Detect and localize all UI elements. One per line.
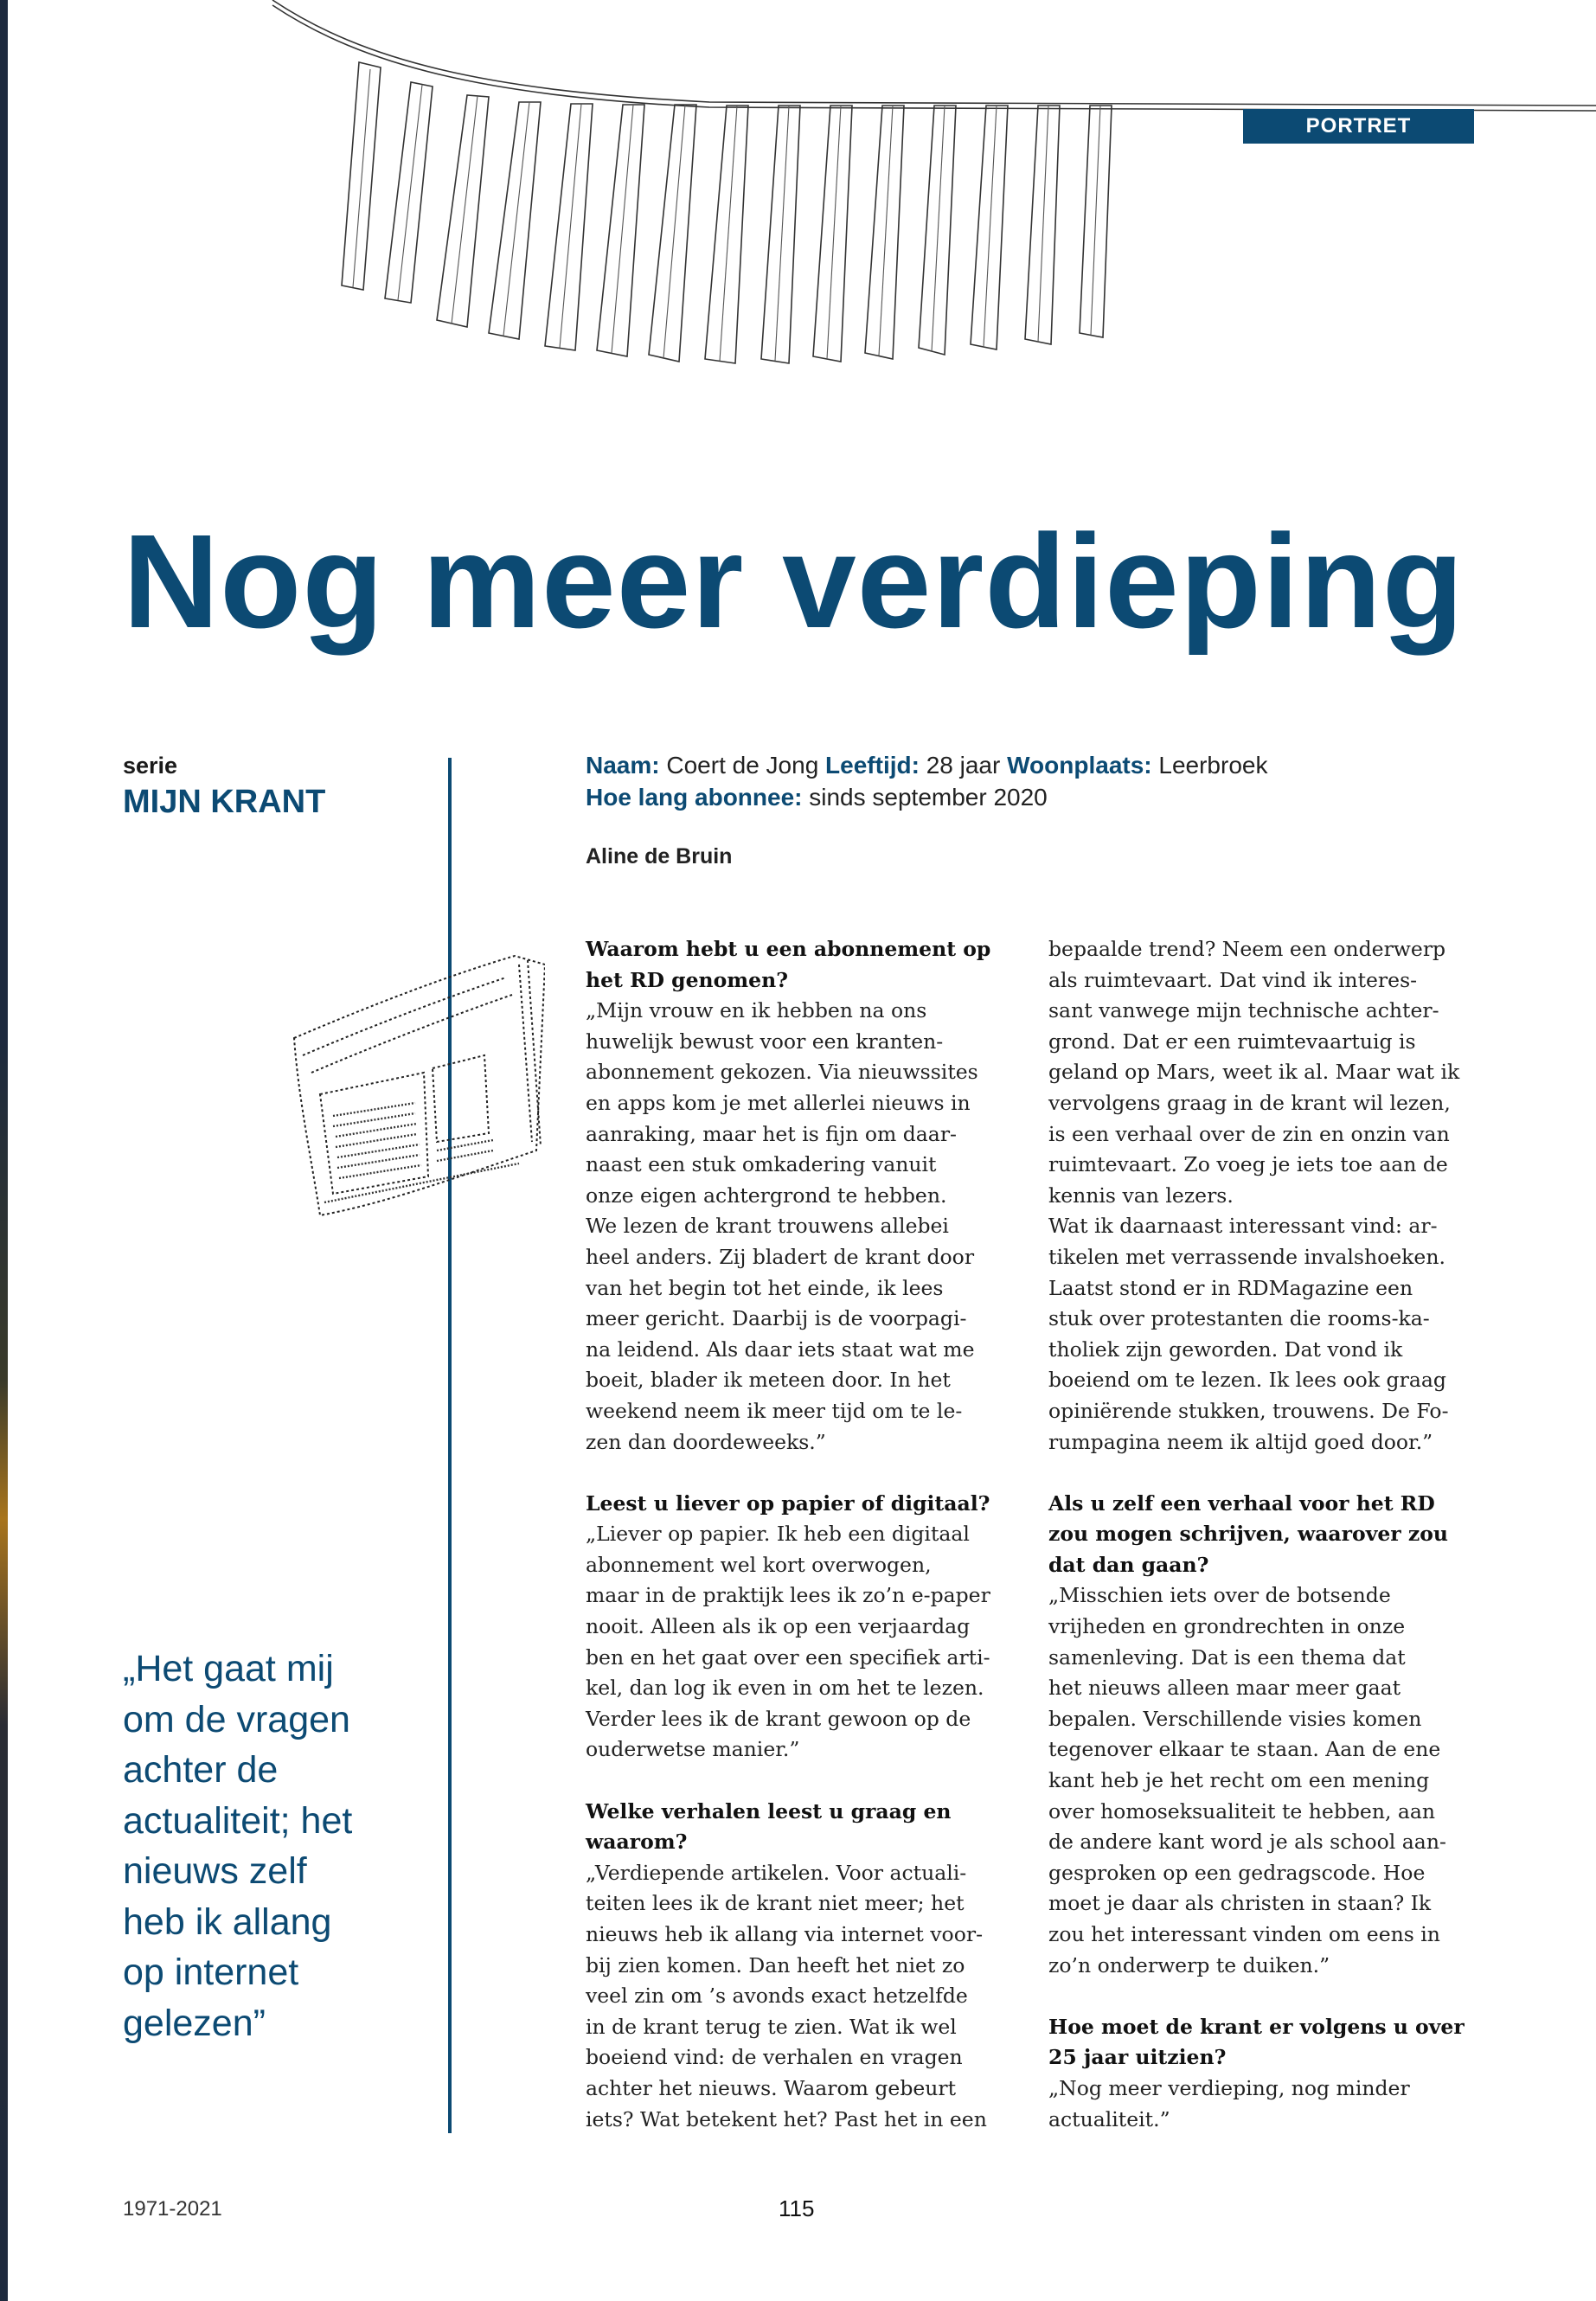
answer-line: veel zin om ’s avonds exact hetzelfde (586, 1984, 968, 2009)
newspaper-illustration (285, 943, 545, 1228)
question-line: Waarom hebt u een abonnement op (586, 937, 991, 961)
answer-line: gesproken op een gedragscode. Hoe (1048, 1860, 1426, 1885)
answer-line: moet je daar als christen in staan? Ik (1048, 1891, 1432, 1916)
page-title: Nog meer verdieping (123, 507, 1465, 656)
answer-line: is een verhaal over de zin en onzin van (1048, 1121, 1450, 1146)
answer-line: ouderwetse manier.” (586, 1737, 800, 1762)
question-line: het RD genomen? (586, 967, 788, 992)
answer-line: boeiend vind: de verhalen en vragen (586, 2045, 963, 2070)
answer-line: abonnement gekozen. Via nieuwssites (586, 1060, 978, 1085)
answer-line: na leidend. Als daar iets staat wat me (586, 1336, 975, 1362)
answer-line: kant heb je het recht om een mening (1048, 1768, 1430, 1793)
answer-line: zo’n onderwerp te duiken.” (1048, 1952, 1330, 1977)
answer-line: over homoseksualiteit te hebben, aan (1048, 1798, 1436, 1823)
answer-line: vrijheden en grondrechten in onze (1048, 1614, 1406, 1639)
place-value: Leerbroek (1158, 752, 1268, 779)
answer-line: „Nog meer verdieping, nog minder (1048, 2075, 1410, 2100)
question-line: waarom? (586, 1830, 688, 1855)
answer-line: nieuws heb ik allang via internet voor- (586, 1922, 984, 1946)
pull-quote-line: heb ik allang (123, 1900, 332, 1943)
answer-line: Wat ik daarnaast interessant vind: ar- (1048, 1214, 1438, 1239)
answer-line: „Misschien iets over de botsende (1048, 1583, 1391, 1608)
answer-line: opiniërende stukken, trouwens. De Fo- (1048, 1398, 1449, 1423)
answer-line: en apps kom je met allerlei nieuws in (586, 1090, 971, 1115)
pull-quote-line: actualiteit; het (123, 1799, 353, 1842)
answer-line: het nieuws alleen maar meer gaat (1048, 1676, 1401, 1701)
answer-line: Verder lees ik de krant gewoon op de (586, 1706, 971, 1731)
footer-years: 1971-2021 (123, 2197, 222, 2221)
answer-line: Laatst stond er in RDMagazine een (1048, 1275, 1413, 1300)
answer-line: bij zien komen. Dan heeft het niet zo (586, 1952, 965, 1977)
answer-line: maar in de praktijk lees ik zo’n e-paper (586, 1583, 990, 1608)
series-label: serie (123, 753, 178, 779)
bunting-illustration (260, 0, 1596, 389)
answer-line: naast een stuk omkadering vanuit (586, 1152, 937, 1177)
left-edge-strip (0, 0, 8, 2301)
question-line: Welke verhalen leest u graag en (586, 1798, 952, 1823)
answer-line: „Verdiepende artikelen. Voor actuali- (586, 1860, 967, 1885)
paragraph-gap (586, 1458, 1010, 1489)
answer-line: nooit. Alleen als ik op een verjaardag (586, 1614, 971, 1639)
place-label: Woonplaats: (1007, 752, 1152, 779)
answer-line: geland op Mars, weet ik al. Maar wat ik (1048, 1060, 1460, 1085)
answer-line: bepalen. Verschillende visies komen (1048, 1706, 1422, 1731)
answer-line: abonnement wel kort overwogen, (586, 1552, 932, 1577)
page-number: 115 (779, 2195, 815, 2221)
answer-line: grond. Dat er een ruimtevaartuig is (1048, 1029, 1416, 1054)
since-value: sinds september 2020 (809, 784, 1048, 811)
article-column-1 (586, 934, 1010, 2135)
pull-quote-line: om de vragen (123, 1698, 350, 1740)
answer-line: boeit, blader ik meteen door. In het (586, 1368, 951, 1393)
answer-line: rumpagina neem ik altijd goed door.” (1048, 1429, 1433, 1454)
answer-line: samenleving. Dat is een thema dat (1048, 1644, 1406, 1670)
question-line: dat dan gaan? (1048, 1552, 1209, 1577)
age-value: 28 jaar (926, 752, 1001, 779)
pull-quote-line: „Het gaat mij (123, 1648, 334, 1689)
pull-quote-line: achter de (123, 1749, 279, 1791)
answer-line: teiten lees ik de krant niet meer; het (586, 1891, 965, 1916)
question-line: zou mogen schrijven, waarover zou (1048, 1522, 1448, 1547)
answer-line: weekend neem ik meer tijd om te le- (586, 1398, 963, 1423)
answer-line: van het begin tot het einde, ik lees (586, 1275, 944, 1300)
answer-line: stuk over protestanten die rooms-ka- (1048, 1306, 1430, 1331)
answer-line: aanraking, maar het is fijn om daar- (586, 1121, 957, 1146)
paragraph-gap (586, 1766, 1010, 1797)
pull-quote-line: gelezen” (123, 2002, 266, 2044)
answer-line: tikelen met verrassende invalshoeken. (1048, 1244, 1445, 1269)
answer-line: de andere kant word je als school aan- (1048, 1830, 1446, 1855)
answer-line: tegenover elkaar te staan. Aan de ene (1048, 1737, 1441, 1762)
answer-line: vervolgens graag in de krant wil lezen, (1048, 1090, 1451, 1115)
answer-line: „Liever op papier. Ik heb een digitaal (586, 1522, 970, 1547)
name-value: Coert de Jong (666, 752, 819, 779)
age-label: Leeftijd: (825, 752, 920, 779)
answer-line: zou het interessant vinden om eens in (1048, 1922, 1440, 1946)
question-line: Als u zelf een verhaal voor het RD (1048, 1490, 1435, 1516)
answer-line: als ruimtevaart. Dat vind ik interes- (1048, 967, 1418, 992)
section-tag: PORTRET (1243, 109, 1474, 144)
answer-line: boeiend om te lezen. Ik lees ook graag (1048, 1368, 1446, 1393)
article-column-2 (1048, 934, 1472, 2135)
pull-quote-line: op internet (123, 1952, 299, 1993)
profile-meta (586, 749, 1267, 813)
question-line: 25 jaar uitzien? (1048, 2045, 1227, 2070)
answer-line: meer gericht. Daarbij is de voorpagi- (586, 1306, 967, 1331)
answer-line: bepaalde trend? Neem een onderwerp (1048, 937, 1446, 961)
question-line: Hoe moet de krant er volgens u over (1048, 2014, 1465, 2039)
question-line: Leest u liever op papier of digitaal? (586, 1490, 990, 1516)
name-label: Naam: (586, 752, 660, 779)
answer-line: in de krant terug te zien. Wat ik wel (586, 2014, 957, 2039)
answer-line: kennis van lezers. (1048, 1183, 1234, 1208)
answer-line: „Mijn vrouw en ik hebben na ons (586, 998, 927, 1023)
meta-line-2 (586, 781, 1267, 813)
since-label: Hoe lang abonnee: (586, 784, 803, 811)
pull-quote-line: nieuws zelf (123, 1850, 307, 1892)
answer-line: heel anders. Zij bladert de krant door (586, 1244, 975, 1269)
series-name: MIJN KRANT (123, 784, 326, 820)
answer-line: sant vanwege mijn technische achter- (1048, 998, 1439, 1023)
meta-line-1 (586, 749, 1267, 781)
author-byline: Aline de Bruin (586, 844, 733, 868)
answer-line: onze eigen achtergrond te hebben. (586, 1183, 947, 1208)
answer-line: achter het nieuws. Waarom gebeurt (586, 2075, 957, 2100)
answer-line: actualiteit.” (1048, 2106, 1170, 2131)
answer-line: We lezen de krant trouwens allebei (586, 1214, 949, 1239)
pull-quote (123, 1644, 417, 2048)
paragraph-gap (1048, 1458, 1472, 1489)
answer-line: ruimtevaart. Zo voeg je iets toe aan de (1048, 1152, 1448, 1177)
answer-line: iets? Wat betekent het? Past het in een (586, 2106, 987, 2131)
paragraph-gap (1048, 1981, 1472, 2012)
answer-line: ben en het gaat over een specifiek arti- (586, 1644, 990, 1670)
answer-line: tholiek zijn geworden. Dat vond ik (1048, 1336, 1403, 1362)
answer-line: huwelijk bewust voor een kranten- (586, 1029, 944, 1054)
answer-line: zen dan doordeweeks.” (586, 1429, 826, 1454)
answer-line: kel, dan log ik even in om het te lezen. (586, 1676, 984, 1701)
